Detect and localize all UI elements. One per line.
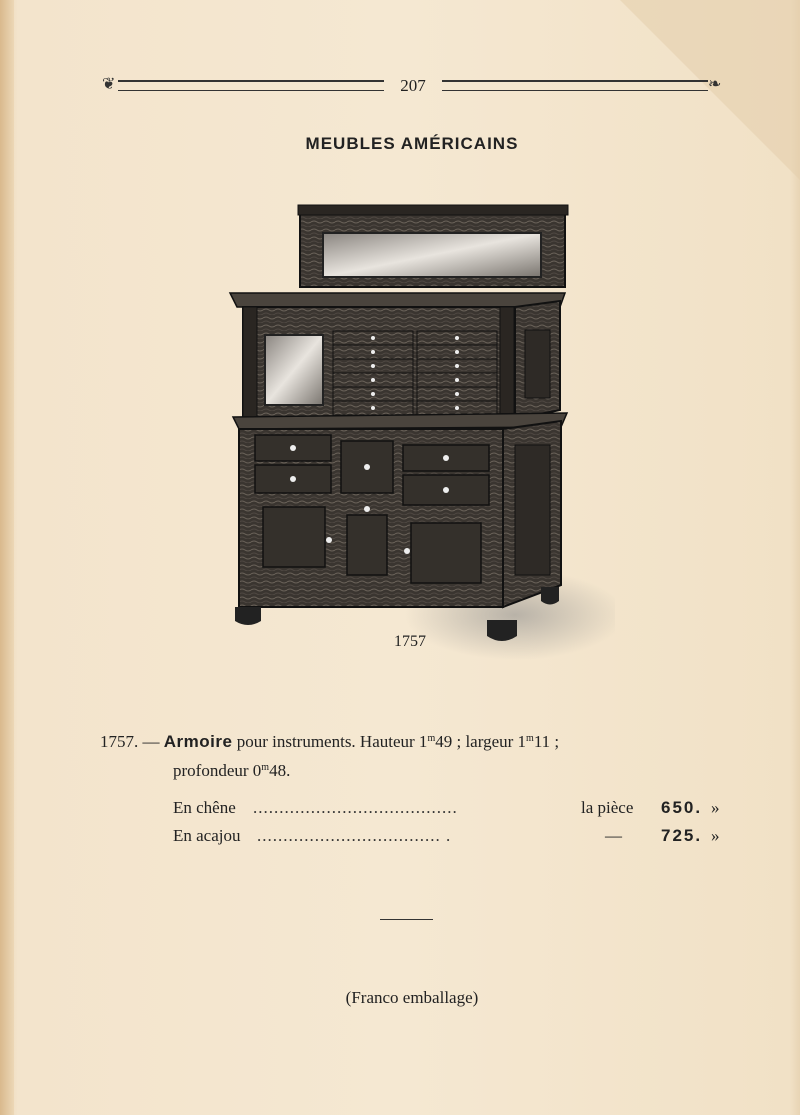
item-number: 1757.: [100, 732, 139, 751]
price-suffix: »: [711, 798, 720, 817]
price-row-oak: [173, 798, 733, 820]
unit-sup-2: m: [526, 733, 534, 744]
price-wood: En chêne: [173, 798, 236, 817]
page-title: MEUBLES AMÉRICAINS: [305, 134, 519, 153]
ornament-left-icon: ❦: [102, 74, 116, 93]
price-leader-dots: ................................... .: [257, 826, 452, 845]
figure-number: 1757: [394, 633, 426, 650]
ornament-right-icon: ❧: [708, 74, 722, 93]
item-dash: —: [142, 732, 160, 751]
price-unit: —: [605, 826, 622, 845]
item-val-3: 48.: [269, 761, 291, 780]
price-amount: 725.: [661, 826, 703, 845]
item-description-line-1: [100, 732, 559, 752]
unit-sup-1: m: [427, 733, 436, 744]
price-unit: la pièce: [581, 798, 634, 817]
price-wood: En acajou: [173, 826, 241, 845]
footer-note: (Franco emballage): [345, 988, 479, 1007]
price-suffix: »: [711, 826, 720, 845]
item-description-line-2: [173, 761, 290, 781]
header-rule-right: [442, 80, 708, 91]
page-spine-shadow: [0, 0, 14, 1115]
section-divider: [380, 919, 433, 920]
item-name: Armoire: [163, 732, 233, 751]
price-amount: 650.: [661, 798, 703, 817]
header-rule-left: [118, 80, 384, 91]
page-number: 207: [400, 76, 426, 95]
price-row-mahogany: [173, 826, 733, 848]
price-leader-dots: .......................................: [253, 798, 458, 817]
cabinet-illustration: [215, 195, 615, 665]
item-text-1: pour instruments. Hauteur 1: [236, 732, 428, 751]
unit-sup-3: m: [261, 762, 270, 773]
item-val-2: 11 ;: [533, 732, 560, 751]
item-val-1: 49 ; largeur 1: [435, 732, 527, 751]
item-text-2: profondeur 0: [173, 761, 262, 780]
